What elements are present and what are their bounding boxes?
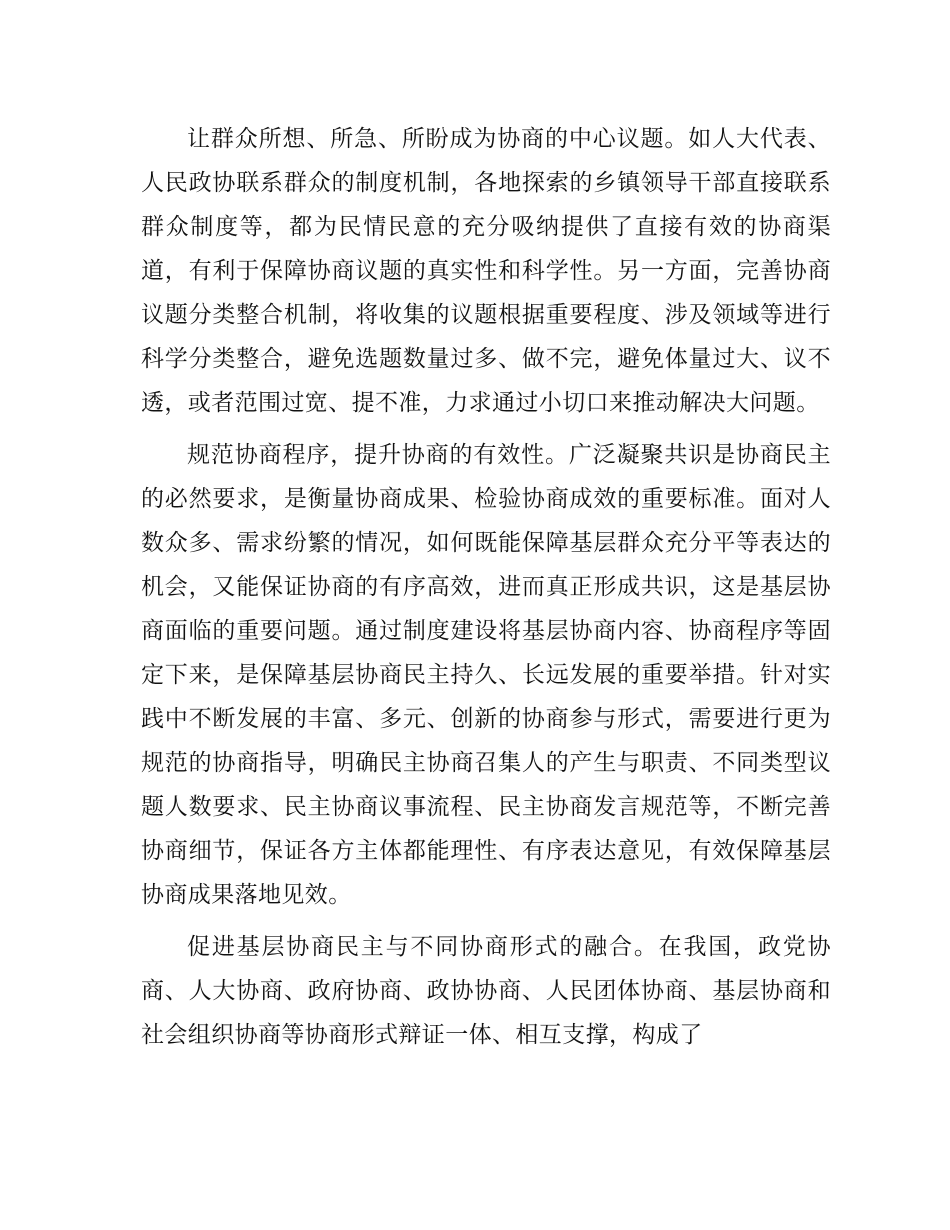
body-text (141, 117, 831, 1065)
paragraph-2: 规范协商程序，提升协商的有效性。广泛凝聚共识是协商民主的必然要求，是衡量协商成果、检验协商成效的重要标准。面对人数众多、需求纷繁的情况，如何既能保障基层群众充分平等表达的机会，又能保证协商的有序高效，进而真正形成共识，这是基层协商面临的重要问题。通过制度建设将基层协商内容、协商程序等固定下来，是保障基层协商民主持久、长远发展的重要举措。针对实践中不断发展的丰富、多元、创新的协商参与形式，需要进行更为规范的协商指导，明确民主协商召集人的产生与职责、不同类型议题人数要求、民主协商议事流程、民主协商发言规范等，不断完善协商细节，保证各方主体都能理性、有序表达意见，有效保障基层协商成果落地见效。 (141, 442, 831, 908)
paragraph-3: 促进基层协商民主与不同协商形式的融合。在我国，政党协商、人大协商、政府协商、政协协商、人民团体协商、基层协商和社会组织协商等协商形式辩证一体、相互支撑，构成了 (141, 934, 831, 1048)
paragraph-1: 让群众所想、所急、所盼成为协商的中心议题。如人大代表、人民政协联系群众的制度机制，各地探索的乡镇领导干部直接联系群众制度等，都为民情民意的充分吸纳提供了直接有效的协商渠道，有利于保障协商议题的真实性和科学性。另一方面，完善协商议题分类整合机制，将收集的议题根据重要程度、涉及领域等进行科学分类整合，避免选题数量过多、做不完，避免体量过大、议不透，或者范围过宽、提不准，力求通过小切口来推动解决大问题。 (141, 126, 831, 416)
